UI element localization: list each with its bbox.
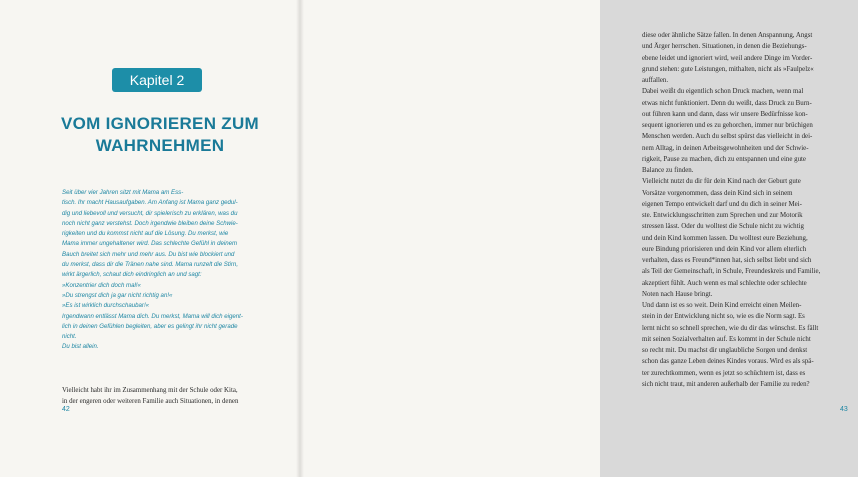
body-text-right (642, 30, 858, 390)
chapter-title-line: VOM IGNORIEREN ZUM (60, 114, 260, 133)
intro-line: du merkst, dass dir die Tränen nahe sind. Mama runzelt die Stirn, (62, 261, 239, 269)
body-line: diese oder ähnliche Sätze fallen. In denen Anspannung, Angst (642, 32, 813, 39)
body-line: eigenen Tempo entwickelt darf und du dich in seiner Mei- (642, 200, 802, 208)
body-line: als Teil der Gemeinschaft, in Schule, Freundeskreis und Familie, (642, 268, 821, 276)
body-line: Vorsätze vorgenommen, dass dein Kind sich in seinem (642, 189, 793, 197)
body-line: und dein Kind kommen lassen. Du wolltest eure Beziehung, (642, 234, 808, 242)
body-line: akzeptiert fühlt. Auch wenn es mal schlechte oder schlechte (642, 279, 807, 287)
intro-line: Bauch breitet sich mehr und mehr aus. Du bist wie blockiert und (62, 250, 235, 258)
chapter-title-line: WAHRNEHMEN (95, 136, 225, 155)
intro-line: Du bist allein. (62, 343, 99, 351)
body-line: grund stehen: gute Leistungen, mithalten, nicht als »Faulpelz« (642, 65, 814, 73)
body-line: Und dann ist es so weit. Dein Kind erreicht einen Meilen- (642, 302, 802, 309)
page-number-right: 43 (840, 406, 848, 413)
body-text-left (62, 385, 278, 407)
body-line: lernt nicht so schnell sprechen, wie du dir das wünschst. Es fällt (642, 324, 819, 332)
body-line: ter zurechtkommen, wenn es jetzt so schüchtern ist, dass es (642, 369, 806, 377)
body-line: sequent ignorieren und es zu gehorchen, immer nur brüchigen (642, 122, 813, 129)
left-page (0, 0, 300, 477)
body-line: in der engeren oder weiteren Familie auch Situationen, in denen (62, 398, 239, 405)
intro-passage (62, 188, 277, 353)
intro-line: Seit über vier Jahren sitzt mit Mama am Ess- (62, 189, 184, 196)
intro-line: »Es ist wirklich durchschaubar!« (62, 302, 150, 310)
body-line: so recht mit. Du machst dir unglaubliche Sorgen und denkst (642, 347, 808, 354)
body-line: Vielleicht habt ihr im Zusammenhang mit der Schule oder Kita, (62, 387, 238, 394)
body-line: mit seinen Sozialverhalten auf. Es kommt in der Schule nicht (642, 335, 811, 343)
body-line: Balance zu finden. (642, 167, 694, 174)
intro-line: lich in deinen Gefühlen begleiten, aber es gelingt ihr nicht gerade (62, 322, 238, 330)
intro-line: »Konzentrier dich doch mal!« (62, 281, 141, 289)
chapter-title (40, 113, 280, 157)
body-line: Dabei weißt du eigentlich schon Druck machen, wenn mal (642, 88, 804, 96)
body-line: out führen kann und dann, dass wir unsere Bedürfnisse kon- (642, 110, 808, 118)
page-number-left: 42 (62, 406, 70, 413)
right-page (300, 0, 848, 477)
intro-line: nicht. (62, 333, 77, 341)
body-line: etwas nicht funktioniert. Denn du weißt, dass Druck zu Burn- (642, 99, 812, 107)
body-line: verhalten, dass es Freund*innen hat, sich selbst liebt und sich (642, 257, 812, 264)
body-line: sich nicht traut, mit anderen außerhalb der Familie zu reden? (642, 380, 810, 388)
body-line: eure Bindung priorisieren und dein Kind vor allem elterlich (642, 245, 807, 253)
body-line: Noten nach Hause bringt. (642, 290, 713, 298)
intro-line: Mama immer ungehaltener wird. Das schlechte Gefühl in deinem (62, 240, 238, 248)
intro-line: Irgendwann entlässt Mama dich. Du merkst, Mama will dich eigent- (62, 312, 243, 320)
body-line: stein in der Entwicklung nicht so, wie es die Norm sagt. Es (642, 313, 805, 321)
body-line: stressen lässt. Oder du wolltest die Schule nicht zu wichtig (642, 223, 804, 231)
body-line: und Ärger herrschen. Situationen, in denen die Beziehungs- (642, 43, 807, 51)
body-line: rigkeit, Pause zu machen, dich zu entspannen und eine gute (642, 155, 806, 163)
body-line: ste. Entwicklungsschritten zum Sprechen und zur Motorik (642, 212, 803, 219)
intro-line: tisch. Ihr macht Hausaufgaben. Am Anfang ist Mama ganz gedul- (62, 199, 238, 207)
intro-line: noch nicht ganz verstehst. Doch irgendwie bleiben deine Schwie- (62, 219, 238, 227)
body-line: Menschen werden. Auch du selbst spürst das vielleicht in dei- (642, 133, 813, 141)
intro-line: rigkeiten und du kommst nicht auf die Lösung. Du merkst, wie (62, 230, 229, 238)
chapter-label: Kapitel 2 (112, 68, 202, 92)
intro-line: »Du strengst dich ja gar nicht richtig an!« (62, 291, 173, 299)
intro-line: dig und liebevoll und versucht, dir spielerisch zu erklären, was du (62, 209, 238, 217)
intro-line: wirkt ärgerlich, schaut dich eindringlich an und sagt: (62, 271, 202, 279)
body-line: auffallen. (642, 77, 669, 84)
body-line: Vielleicht nutzt du dir für dein Kind nach der Geburt gute (642, 178, 801, 186)
body-line: nem Alltag, in deinen Arbeitsgewohnheiten und der Schwie- (642, 144, 809, 152)
body-line: schon das ganze Leben deines Kindes voraus. Wird es als spä- (642, 358, 814, 366)
body-line: ebene leidet und ignoriert wird, weil andere Dinge im Vorder- (642, 54, 813, 62)
